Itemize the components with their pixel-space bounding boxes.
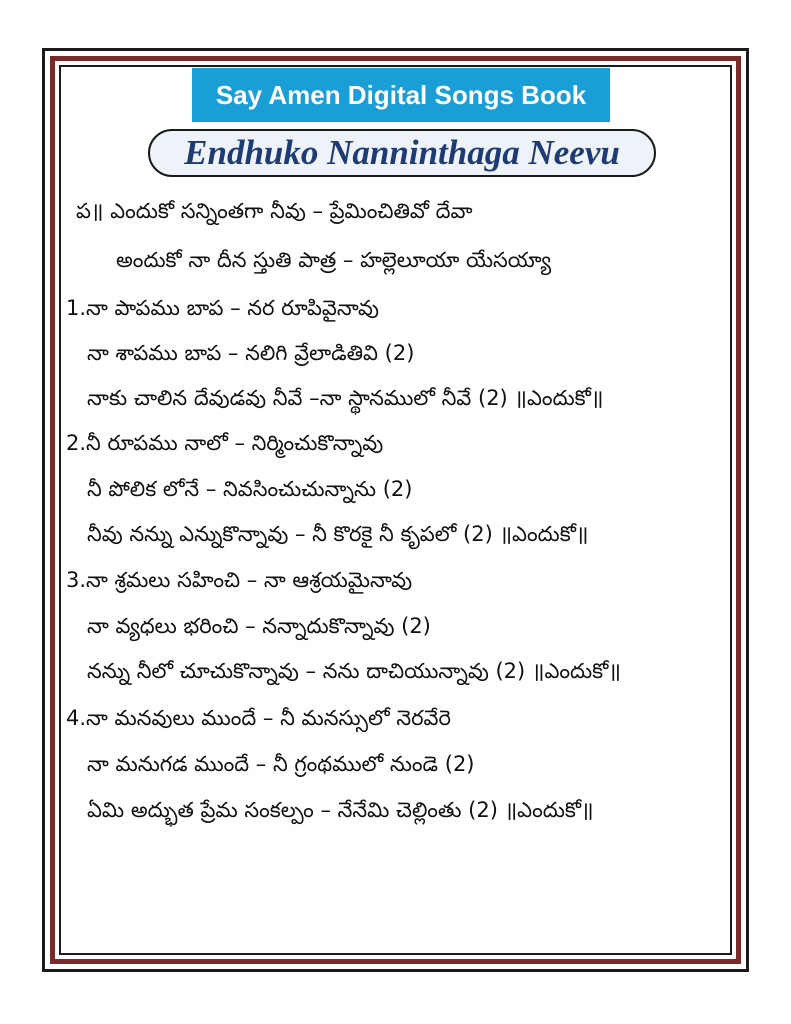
verse3-line-3: నన్ను నీలో చూచుకొన్నావు – నను దాచియున్నావు (2) ॥ఎందుకో॥ bbox=[87, 659, 621, 683]
verse1-line-1: 1.నా పాపము బాప – నర రూపివైనావు bbox=[66, 296, 379, 320]
verse3-line-2: నా వ్యధలు భరించి – నన్నాదుకొన్నావు (2) bbox=[87, 614, 431, 638]
verse4-line-1: 4.నా మనవులు ముందే – నీ మనస్సులో నెరవేరె bbox=[66, 706, 451, 730]
verse3-line-1: 3.నా శ్రమలు సహించి – నా ఆశ్రయమైనావు bbox=[66, 568, 413, 592]
verse2-line-1: 2.నీ రూపము నాలో – నిర్మించుకొన్నావు bbox=[66, 431, 384, 455]
verse4-line-2: నా మనుగడ ముందే – నీ గ్రంథములో నుండె (2) bbox=[87, 752, 475, 776]
verse4-line-3: ఏమి అద్భుత ప్రేమ సంకల్పం – నేనేమి చెల్లింతు (2) ॥ఎందుకో॥ bbox=[87, 798, 594, 822]
pallavi-line-2: అందుకో నా దీన స్తుతి పాత్ర – హల్లెలూయా యేసయ్యా bbox=[116, 248, 552, 272]
pallavi-line-1: ప॥ ఎందుకో సన్నింతగా నీవు – ప్రేమించితివో దేవా bbox=[76, 199, 473, 223]
song-title-box bbox=[148, 129, 656, 177]
verse2-line-3: నీవు నన్ను ఎన్నుకొన్నావు – నీ కొరకై నీ కృపలో (2) ॥ఎందుకో॥ bbox=[87, 522, 589, 546]
song-title: Endhuko Nanninthaga Neevu bbox=[184, 133, 620, 172]
header-banner bbox=[192, 68, 610, 122]
verse1-line-3: నాకు చాలిన దేవుడవు నీవే –నా స్థానములో నీవే (2) ॥ఎందుకో॥ bbox=[87, 386, 604, 410]
header-banner-text: Say Amen Digital Songs Book bbox=[215, 79, 587, 110]
verse2-line-2: నీ పోలిక లోనే – నివసించుచున్నాను (2) bbox=[87, 477, 413, 501]
verse1-line-2: నా శాపము బాప – నలిగి వ్రేలాడితివి (2) bbox=[87, 341, 415, 365]
